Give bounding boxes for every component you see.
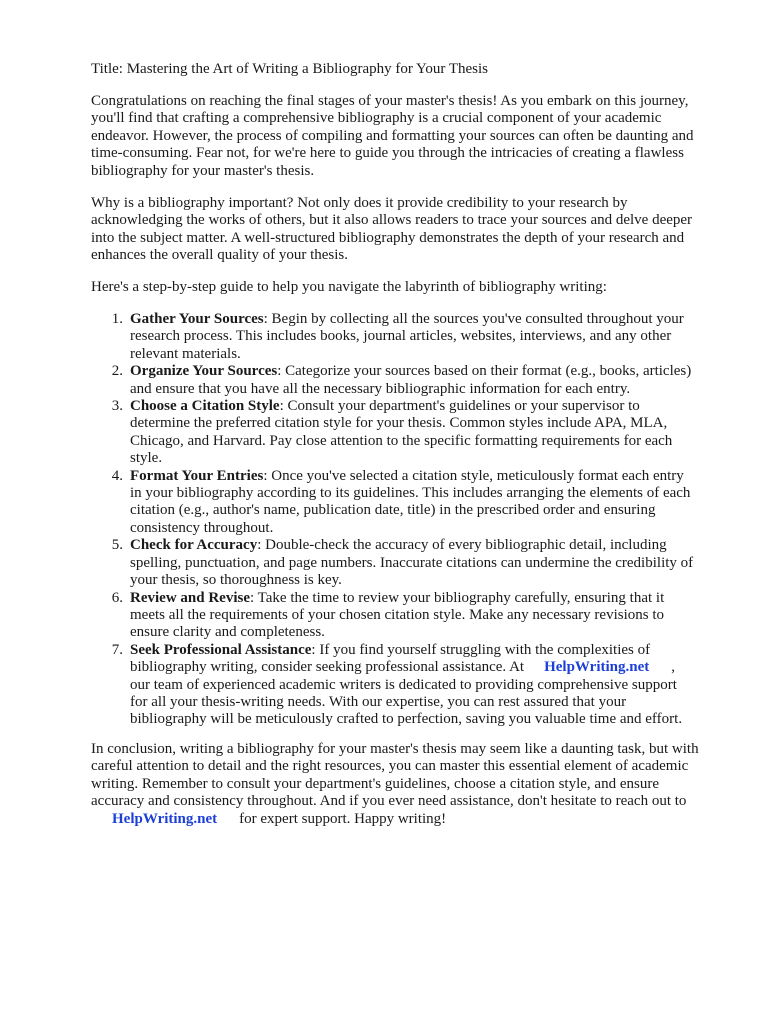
text-line: writing. Remember to consult your department's guidelines, choose a citation style, and ensure [91, 775, 659, 792]
list-item [111, 537, 730, 589]
list-number: 4. [111, 467, 123, 484]
step-text: : Begin by collecting all the sources you've consulted throughout your [263, 311, 684, 327]
text-line: careful attention to detail and the right resources, you can master this essential element of academic [91, 758, 689, 775]
helpwriting-link[interactable]: HelpWriting.net [544, 659, 650, 676]
list-item [111, 363, 730, 398]
step-text: citation (e.g., author's name, publication date, title) in the prescribed order and ensuring [130, 502, 656, 519]
list-number: 3. [111, 398, 123, 415]
step-title: Format Your Entries [130, 467, 264, 484]
text-line: In conclusion, writing a bibliography for your master's thesis may seem like a daunting task, but with [91, 741, 699, 757]
list-item [111, 398, 730, 468]
guide-intro: Here's a step-by-step guide to help you navigate the labyrinth of bibliography writing: [91, 279, 607, 295]
step-text: : Consult your department's guidelines or your supervisor to [279, 398, 640, 415]
list-item [111, 311, 730, 363]
intro-paragraph [91, 93, 731, 180]
list-item [111, 641, 730, 729]
list-number: 6. [111, 589, 123, 606]
step-text: : Categorize your sources based on their format (e.g., books, articles) [277, 363, 692, 380]
text-line: bibliography for your master's thesis. [91, 162, 315, 179]
text-line: into the subject matter. A well-structured bibliography demonstrates the depth of your research and [91, 229, 685, 246]
importance-paragraph [91, 195, 731, 265]
step-text: bibliography writing, consider seeking professional assistance. At [130, 659, 525, 676]
step-text: determine the preferred citation style for your thesis. Common styles include APA, MLA, [130, 415, 668, 432]
step-text: ensure clarity and completeness. [130, 624, 325, 641]
step-text: : Double-check the accuracy of every bibliographic detail, including [257, 537, 667, 554]
steps-list [111, 311, 730, 729]
list-number: 1. [111, 311, 123, 327]
text-line: accuracy and consistency throughout. And if you ever need assistance, don't hesitate to reach out to [91, 793, 687, 810]
list-item [111, 589, 730, 642]
list-number: 5. [111, 537, 123, 554]
step-text: : Once you've selected a citation style, meticulously format each entry [263, 467, 684, 484]
text-line: time-consuming. Fear not, for we're here to guide you through the intricacies of creating a flawless [91, 145, 684, 162]
step-title: Gather Your Sources [130, 311, 264, 327]
step-text: , [671, 659, 675, 676]
step-text: your thesis, so thoroughness is key. [130, 572, 342, 589]
step-text: : Take the time to review your bibliography carefully, ensuring that it [250, 589, 665, 606]
text-line: for expert support. Happy writing! [239, 810, 447, 827]
text-line: endeavor. However, the process of compiling and formatting your sources can often be daunting and [91, 127, 694, 144]
step-text: Chicago, and Harvard. Pay close attention to the specific formatting requirements for each [130, 432, 673, 449]
step-title: Seek Professional Assistance [130, 641, 312, 658]
step-title: Choose a Citation Style [130, 398, 280, 415]
text-line: Why is a bibliography important? Not only does it provide credibility to your research by [91, 195, 628, 211]
list-number: 2. [111, 363, 123, 380]
list-item [111, 467, 730, 538]
step-text: and ensure that you have all the necessary bibliographic information for each entry. [130, 380, 631, 397]
step-text: in your bibliography according to its guidelines. This includes arranging the elements of each [130, 485, 691, 502]
step-text: style. [130, 450, 163, 467]
helpwriting-link[interactable]: HelpWriting.net [112, 810, 218, 827]
text-line: acknowledging the works of others, but it also allows readers to trace your sources and delve deeper [91, 212, 693, 229]
list-number: 7. [111, 641, 123, 658]
step-text: research process. This includes books, journal articles, websites, interviews, and any other [130, 328, 672, 345]
step-title: Organize Your Sources [130, 363, 278, 380]
conclusion-paragraph [91, 741, 731, 828]
document-title: Title: Mastering the Art of Writing a Bibliography for Your Thesis [91, 61, 489, 77]
step-title: Review and Revise [130, 589, 250, 606]
step-title: Check for Accuracy [130, 537, 258, 554]
step-text: consistency throughout. [130, 519, 274, 536]
text-line: you'll find that crafting a comprehensive bibliography is a crucial component of your academic [91, 110, 662, 127]
step-text: our team of experienced academic writers is dedicated to providing comprehensive support [130, 676, 677, 693]
step-text: bibliography will be meticulously crafted to perfection, saving you valuable time and effort. [130, 711, 683, 728]
step-text: spelling, punctuation, and page numbers. Inaccurate citations can undermine the credibility of [130, 554, 694, 571]
step-text: : If you find yourself struggling with the complexities of [311, 641, 651, 658]
step-text: for all your thesis-writing needs. With our expertise, you can rest assured that your [130, 693, 627, 710]
text-line: Congratulations on reaching the final stages of your master's thesis! As you embark on this journey, [91, 93, 689, 109]
step-text: relevant materials. [130, 345, 241, 362]
step-text: meets all the requirements of your chosen citation style. Make any necessary revisions to [130, 606, 665, 623]
text-line: enhances the overall quality of your thesis. [91, 247, 349, 264]
